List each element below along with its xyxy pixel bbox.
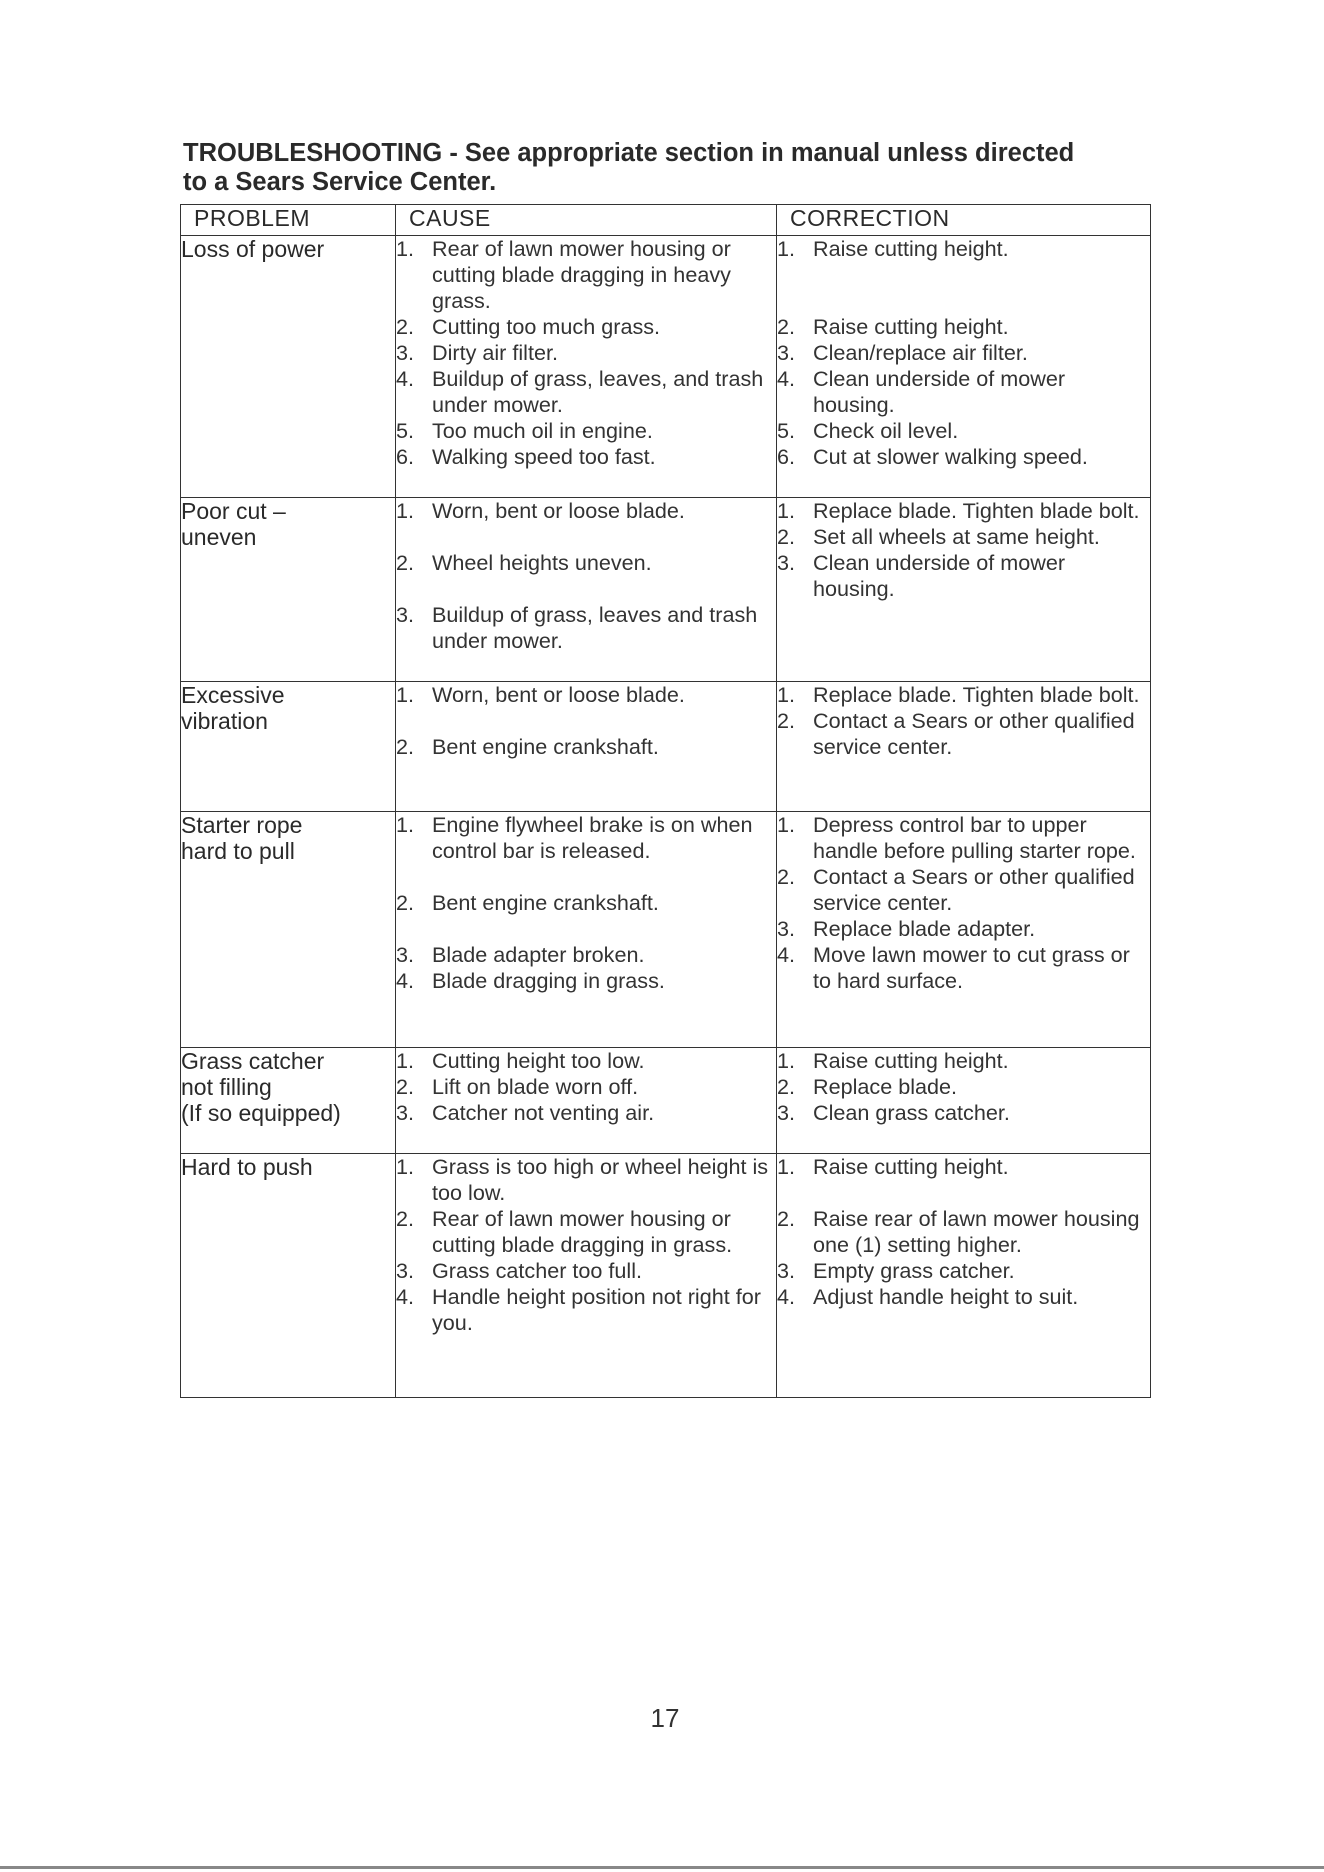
cause-item-number: 3. <box>396 340 415 365</box>
correction-item-number: 2. <box>777 1074 796 1099</box>
problem-label: Excessive <box>181 682 285 708</box>
spacer <box>396 708 776 734</box>
correction-cell <box>777 498 1151 682</box>
cause-item-text: Bent engine crankshaft. <box>432 890 659 915</box>
cause-item-number: 4. <box>396 366 415 391</box>
correction-item <box>777 708 1150 760</box>
heading-line-1: TROUBLESHOOTING - See appropriate section in manual unless directed <box>183 139 1075 167</box>
correction-item-number: 2. <box>777 524 796 549</box>
cause-item-text: Wheel heights uneven. <box>432 550 652 575</box>
cause-item <box>396 602 776 654</box>
correction-item <box>777 1100 1150 1126</box>
correction-item-number: 1. <box>777 1154 796 1179</box>
correction-item-text: Replace blade. Tighten blade bolt. <box>813 498 1140 523</box>
cause-cell <box>396 682 777 812</box>
correction-item-text: Raise cutting height. <box>813 1154 1009 1179</box>
cause-item-number: 2. <box>396 1074 415 1099</box>
cause-item <box>396 1100 776 1126</box>
problem-label: Starter rope <box>181 812 303 838</box>
cause-item-number: 1. <box>396 1154 415 1179</box>
correction-item-text: Raise cutting height. <box>813 236 1009 261</box>
problem-cell <box>181 682 396 812</box>
troubleshooting-table <box>180 204 1151 1398</box>
spacer <box>396 576 776 602</box>
column-header-correction: CORRECTION <box>777 205 1151 236</box>
correction-item-text: Replace blade. Tighten blade bolt. <box>813 682 1140 707</box>
cause-item <box>396 236 776 314</box>
cause-item-number: 3. <box>396 602 415 627</box>
correction-item <box>777 1284 1150 1310</box>
cause-cell <box>396 236 777 498</box>
cause-item-number: 1. <box>396 682 415 707</box>
correction-item-text: Check oil level. <box>813 418 959 443</box>
correction-cell <box>777 236 1151 498</box>
cause-item-text: Too much oil in engine. <box>432 418 653 443</box>
correction-item-text: Move lawn mower to cut grass or to hard surface. <box>813 942 1130 993</box>
problem-cell <box>181 236 396 498</box>
cause-item <box>396 1284 776 1336</box>
cause-item <box>396 734 776 760</box>
correction-item <box>777 498 1150 524</box>
cause-item-text: Worn, bent or loose blade. <box>432 498 685 523</box>
correction-item-text: Clean underside of mower housing. <box>813 550 1066 601</box>
problem-label: Loss of power <box>181 236 325 262</box>
table-header-row <box>181 205 1151 236</box>
cause-item-text: Walking speed too fast. <box>432 444 656 469</box>
correction-item-text: Contact a Sears or other qualified service center. <box>813 864 1135 915</box>
correction-item <box>777 942 1150 994</box>
correction-item-text: Replace blade. <box>813 1074 958 1099</box>
problem-cell <box>181 1154 396 1398</box>
problem-cell <box>181 498 396 682</box>
problem-label: vibration <box>181 708 268 734</box>
page-bottom-edge <box>0 1866 1324 1869</box>
cause-item-number: 4. <box>396 1284 415 1309</box>
correction-item-number: 1. <box>777 498 796 523</box>
spacer <box>396 524 776 550</box>
correction-cell <box>777 682 1151 812</box>
problem-label: not filling <box>181 1074 272 1100</box>
cause-item-text: Blade adapter broken. <box>432 942 645 967</box>
cause-item-number: 6. <box>396 444 415 469</box>
cause-item-text: Cutting height too low. <box>432 1048 645 1073</box>
correction-item <box>777 524 1150 550</box>
correction-item <box>777 1258 1150 1284</box>
correction-item-number: 4. <box>777 942 796 967</box>
correction-item-number: 3. <box>777 340 796 365</box>
correction-item-number: 2. <box>777 314 796 339</box>
cause-cell <box>396 812 777 1048</box>
correction-item-number: 1. <box>777 812 796 837</box>
cause-item-number: 1. <box>396 812 415 837</box>
spacer <box>396 916 776 942</box>
page-number: 17 <box>650 1703 680 1733</box>
table-row <box>181 1154 1151 1398</box>
correction-cell <box>777 1154 1151 1398</box>
correction-item <box>777 550 1150 602</box>
problem-cell <box>181 1048 396 1154</box>
correction-cell <box>777 1048 1151 1154</box>
cause-item <box>396 550 776 576</box>
cause-item-text: Grass is too high or wheel height is too low. <box>432 1154 769 1205</box>
correction-item-text: Clean underside of mower housing. <box>813 366 1066 417</box>
cause-item-number: 3. <box>396 942 415 967</box>
correction-item-text: Adjust handle height to suit. <box>813 1284 1079 1309</box>
cause-item-number: 3. <box>396 1100 415 1125</box>
correction-item-text: Cut at slower walking speed. <box>813 444 1088 469</box>
correction-item-number: 1. <box>777 1048 796 1073</box>
correction-item-number: 4. <box>777 1284 796 1309</box>
correction-item <box>777 916 1150 942</box>
cause-item-number: 2. <box>396 550 415 575</box>
cause-item-text: Rear of lawn mower housing or cutting blade dragging in heavy grass. <box>432 236 731 313</box>
correction-item <box>777 314 1150 340</box>
cause-item <box>396 1154 776 1206</box>
correction-item-number: 1. <box>777 236 796 261</box>
table-row <box>181 498 1151 682</box>
cause-item-number: 1. <box>396 236 415 261</box>
problem-cell <box>181 812 396 1048</box>
cause-item <box>396 682 776 708</box>
correction-item-text: Replace blade adapter. <box>813 916 1036 941</box>
correction-item-number: 2. <box>777 1206 796 1231</box>
table-row <box>181 812 1151 1048</box>
correction-item-number: 2. <box>777 708 796 733</box>
cause-item-text: Blade dragging in grass. <box>432 968 665 993</box>
cause-item <box>396 942 776 968</box>
cause-item <box>396 418 776 444</box>
cause-item-number: 4. <box>396 968 415 993</box>
cause-item-number: 2. <box>396 890 415 915</box>
correction-cell <box>777 812 1151 1048</box>
problem-label: hard to pull <box>181 838 295 864</box>
correction-item-text: Clean/replace air filter. <box>813 340 1028 365</box>
table-row <box>181 1048 1151 1154</box>
cause-item-number: 3. <box>396 1258 415 1283</box>
spacer <box>777 1180 1150 1206</box>
correction-item-text: Empty grass catcher. <box>813 1258 1015 1283</box>
cause-item <box>396 314 776 340</box>
cause-item-text: Worn, bent or loose blade. <box>432 682 685 707</box>
cause-item-text: Catcher not venting air. <box>432 1100 655 1125</box>
cause-item-text: Buildup of grass, leaves and trash under mower. <box>432 602 758 653</box>
correction-item-text: Depress control bar to upper handle before pulling starter rope. <box>813 812 1136 863</box>
cause-item <box>396 498 776 524</box>
correction-item-number: 5. <box>777 418 796 443</box>
cause-cell <box>396 1048 777 1154</box>
cause-item-number: 5. <box>396 418 415 443</box>
correction-item-number: 3. <box>777 1100 796 1125</box>
cause-item <box>396 1048 776 1074</box>
cause-item <box>396 890 776 916</box>
correction-item <box>777 1154 1150 1180</box>
cause-item <box>396 968 776 994</box>
correction-item-text: Raise rear of lawn mower housing one (1) setting higher. <box>813 1206 1140 1257</box>
spacer <box>777 288 1150 314</box>
cause-item <box>396 366 776 418</box>
problem-label: (If so equipped) <box>181 1100 341 1126</box>
correction-item <box>777 812 1150 864</box>
correction-item-number: 1. <box>777 682 796 707</box>
correction-item-number: 3. <box>777 1258 796 1283</box>
cause-item-text: Bent engine crankshaft. <box>432 734 659 759</box>
cause-item-text: Lift on blade worn off. <box>432 1074 639 1099</box>
cause-item-number: 2. <box>396 734 415 759</box>
correction-item-number: 3. <box>777 550 796 575</box>
problem-label: Hard to push <box>181 1154 313 1180</box>
cause-item-number: 1. <box>396 1048 415 1073</box>
correction-item-number: 4. <box>777 366 796 391</box>
table-row <box>181 682 1151 812</box>
problem-label: Grass catcher <box>181 1048 325 1074</box>
correction-item <box>777 236 1150 262</box>
cause-cell <box>396 498 777 682</box>
cause-item-number: 2. <box>396 314 415 339</box>
correction-item-text: Raise cutting height. <box>813 1048 1009 1073</box>
cause-item-text: Grass catcher too full. <box>432 1258 643 1283</box>
cause-item-text: Engine flywheel brake is on when control bar is released. <box>432 812 753 863</box>
correction-item-number: 6. <box>777 444 796 469</box>
cause-item-text: Handle height position not right for you. <box>432 1284 761 1335</box>
page-heading <box>183 139 1163 197</box>
heading-line-2: to a Sears Service Center. <box>183 168 497 196</box>
correction-item-text: Contact a Sears or other qualified service center. <box>813 708 1135 759</box>
problem-label: Poor cut – <box>181 498 286 524</box>
cause-item-text: Dirty air filter. <box>432 340 558 365</box>
correction-item <box>777 1074 1150 1100</box>
correction-item <box>777 1048 1150 1074</box>
correction-item <box>777 682 1150 708</box>
correction-item <box>777 864 1150 916</box>
correction-item-text: Clean grass catcher. <box>813 1100 1010 1125</box>
table-row <box>181 236 1151 498</box>
correction-item-number: 3. <box>777 916 796 941</box>
cause-item-number: 1. <box>396 498 415 523</box>
cause-item <box>396 444 776 470</box>
cause-item <box>396 1258 776 1284</box>
correction-item-number: 2. <box>777 864 796 889</box>
problem-label: uneven <box>181 524 257 550</box>
correction-item <box>777 1206 1150 1258</box>
correction-item-text: Raise cutting height. <box>813 314 1009 339</box>
cause-cell <box>396 1154 777 1398</box>
correction-item-text: Set all wheels at same height. <box>813 524 1100 549</box>
cause-item-text: Buildup of grass, leaves, and trash under mower. <box>432 366 764 417</box>
cause-item-text: Cutting too much grass. <box>432 314 661 339</box>
cause-item-text: Rear of lawn mower housing or cutting blade dragging in grass. <box>432 1206 733 1257</box>
correction-item <box>777 366 1150 418</box>
column-header-cause: CAUSE <box>396 205 777 236</box>
cause-item <box>396 812 776 864</box>
correction-item <box>777 444 1150 470</box>
correction-item <box>777 418 1150 444</box>
spacer <box>777 262 1150 288</box>
cause-item-number: 2. <box>396 1206 415 1231</box>
cause-item <box>396 340 776 366</box>
cause-item <box>396 1074 776 1100</box>
column-header-problem: PROBLEM <box>181 205 396 236</box>
cause-item <box>396 1206 776 1258</box>
correction-item <box>777 340 1150 366</box>
spacer <box>396 864 776 890</box>
